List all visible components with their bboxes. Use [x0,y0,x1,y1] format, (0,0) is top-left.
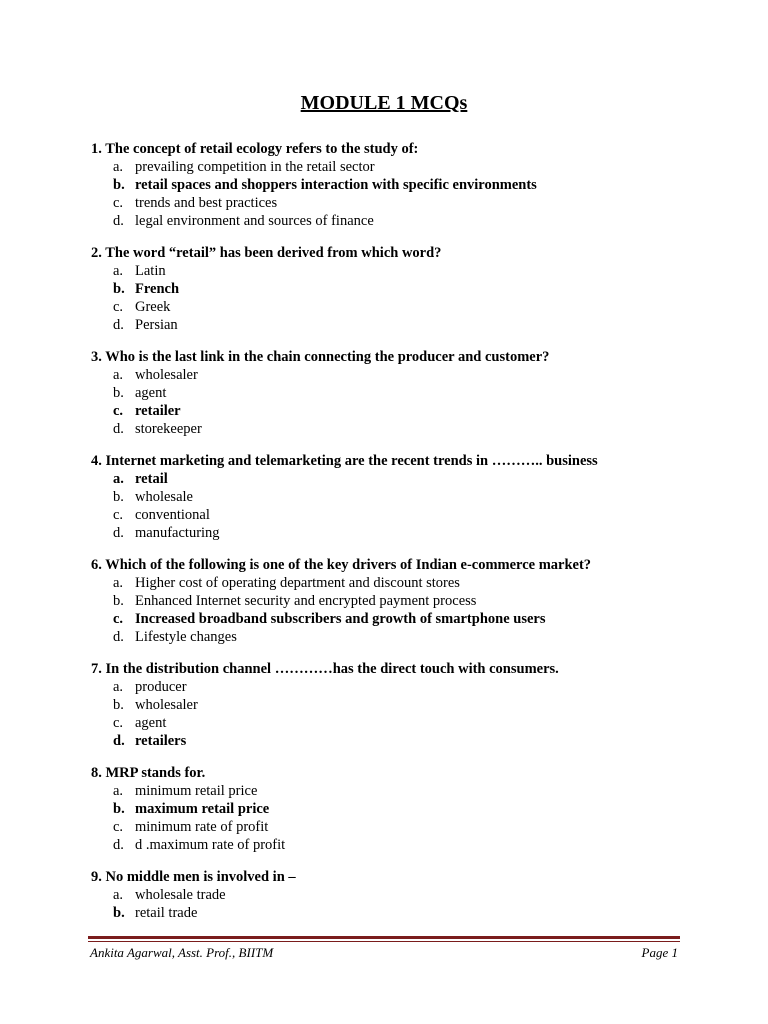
option-letter: b. [113,801,125,817]
option-text: minimum retail price [135,783,258,799]
option-letter: a. [113,159,124,175]
option-letter: a. [113,575,124,591]
option-letter: a. [113,471,124,487]
option-letter: c. [113,507,124,523]
option-text: conventional [135,507,210,523]
option-list [91,886,711,922]
option-list [91,470,711,542]
option-text: storekeeper [135,421,202,437]
option-letter: c. [113,403,124,419]
option-a [91,574,711,592]
option-letter: d. [113,733,125,749]
question-text: 8. MRP stands for. [91,765,206,781]
option-text: Latin [135,263,166,279]
option-letter: a. [113,367,124,383]
option-text: wholesaler [135,697,198,713]
option-letter: a. [113,783,124,799]
option-a [91,886,711,904]
question-text: 3. Who is the last link in the chain connecting the producer and customer? [91,349,550,365]
option-text: retailers [135,733,187,749]
option-text: retailer [135,403,181,419]
option-d [91,212,711,230]
option-b [91,592,711,610]
option-text: Enhanced Internet security and encrypted payment process [135,593,477,609]
footer-page-number: Page 1 [641,945,678,960]
option-b [91,904,711,922]
option-a [91,262,711,280]
question-3 [91,348,711,438]
question-2 [91,244,711,334]
option-list [91,366,711,438]
question-text: 1. The concept of retail ecology refers to the study of: [91,141,419,157]
option-b [91,384,711,402]
option-c [91,506,711,524]
option-letter: d. [113,525,124,541]
option-a [91,158,711,176]
option-letter: b. [113,177,125,193]
option-text: wholesale trade [135,887,226,903]
option-c [91,298,711,316]
option-b-answer [91,176,711,194]
option-letter: d. [113,317,124,333]
option-d [91,524,711,542]
option-b-answer [91,280,711,298]
option-letter: d. [113,421,124,437]
option-letter: d. [113,213,124,229]
option-a-answer [91,470,711,488]
option-d [91,836,711,854]
question-text: 9. No middle men is involved in – [91,869,296,885]
option-letter: c. [113,715,124,731]
option-text: prevailing competition in the retail sector [135,159,375,175]
option-c-answer [91,610,711,628]
option-d [91,420,711,438]
option-letter: c. [113,299,124,315]
option-letter: b. [113,593,124,609]
option-c-answer [91,402,711,420]
page-title: MODULE 1 MCQs [300,92,468,114]
option-list [91,574,711,646]
option-text: agent [135,385,167,401]
option-list [91,158,711,230]
question-text: 6. Which of the following is one of the key drivers of Indian e-commerce market? [91,557,592,573]
option-text: Greek [135,299,171,315]
question-text: 2. The word “retail” has been derived from which word? [91,245,442,261]
option-text: Increased broadband subscribers and growth of smartphone users [135,611,546,627]
option-text: producer [135,679,187,695]
option-text: retail spaces and shoppers interaction with specific environments [135,177,537,193]
option-list [91,782,711,854]
option-text: wholesale [135,489,193,505]
question-9 [91,868,711,922]
option-text: French [135,281,180,297]
option-c [91,194,711,212]
option-letter: c. [113,819,124,835]
option-letter: b. [113,385,124,401]
option-letter: c. [113,195,124,211]
option-letter: a. [113,263,124,279]
option-c [91,714,711,732]
option-text: Lifestyle changes [135,629,237,645]
option-list [91,678,711,750]
option-d [91,316,711,334]
option-a [91,782,711,800]
footer-author: Ankita Agarwal, Asst. Prof., BIITM [90,945,274,960]
option-text: trends and best practices [135,195,278,211]
option-letter: b. [113,697,124,713]
option-c [91,818,711,836]
option-letter: c. [113,611,124,627]
option-text: Higher cost of operating department and discount stores [135,575,460,591]
option-text: maximum retail price [135,801,270,817]
option-text: minimum rate of profit [135,819,269,835]
question-1 [91,140,711,230]
option-text: retail [135,471,168,487]
option-d-answer [91,732,711,750]
option-list [91,262,711,334]
option-letter: d. [113,837,124,853]
option-b [91,488,711,506]
question-list [91,140,711,936]
option-b-answer [91,800,711,818]
option-b [91,696,711,714]
question-6 [91,556,711,646]
option-text: manufacturing [135,525,220,541]
footer-divider [88,936,680,939]
question-text: 4. Internet marketing and telemarketing are the recent trends in ……….. business [91,453,598,469]
question-4 [91,452,711,542]
question-7 [91,660,711,750]
option-text: Persian [135,317,178,333]
option-text: wholesaler [135,367,198,383]
option-a [91,366,711,384]
option-letter: a. [113,887,124,903]
question-8 [91,764,711,854]
option-letter: b. [113,489,124,505]
option-text: legal environment and sources of finance [135,213,374,229]
question-text: 7. In the distribution channel …………has the direct touch with consumers. [91,661,559,677]
option-letter: a. [113,679,124,695]
option-text: agent [135,715,167,731]
option-letter: d. [113,629,124,645]
option-text: retail trade [135,905,198,921]
option-text: d .maximum rate of profit [135,837,286,853]
option-d [91,628,711,646]
option-a [91,678,711,696]
option-letter: b. [113,281,125,297]
option-letter: b. [113,905,125,921]
footer-divider-thin [88,941,680,942]
